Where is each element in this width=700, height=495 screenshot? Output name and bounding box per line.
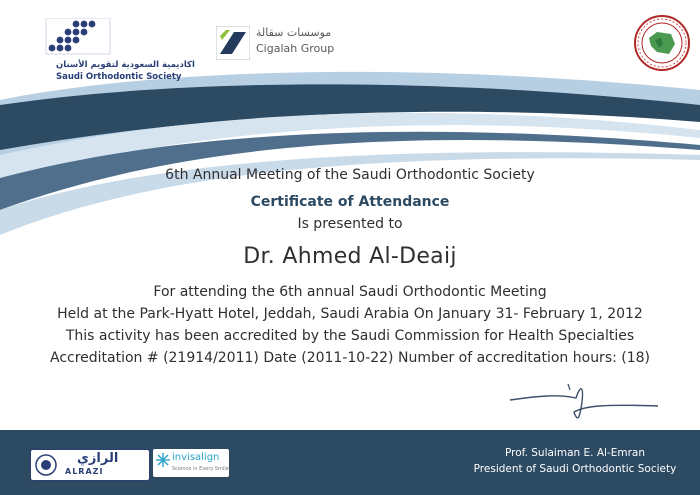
sos-arabic-name: اكاديمية السعودية لتقويم الأسنان bbox=[56, 60, 195, 70]
sos-logo bbox=[40, 18, 210, 88]
body-line-4: Accreditation # (21914/2011) Date (2011-10-22) Number of accreditation hours: (18) bbox=[49, 350, 651, 366]
cigalah-mark-icon bbox=[216, 26, 250, 60]
signatory-title: President of Saudi Orthodontic Society bbox=[473, 463, 677, 475]
scfhs-seal-icon bbox=[633, 14, 691, 72]
meeting-title: 6th Annual Meeting of the Saudi Orthodontic Society bbox=[165, 167, 535, 183]
presented-to: Is presented to bbox=[297, 216, 403, 232]
cigalah-english-name: Cigalah Group bbox=[256, 42, 335, 55]
invisalign-tagline: Science in Every Smile bbox=[172, 466, 229, 472]
body-line-1: For attending the 6th annual Saudi Orthodontic Meeting bbox=[153, 284, 547, 300]
invisalign-name: invisalign bbox=[172, 452, 220, 463]
alrazi-arabic: الرازي bbox=[77, 451, 119, 466]
sponsor-invisalign bbox=[153, 449, 229, 477]
alrazi-english: ALRAZI bbox=[65, 467, 104, 476]
alrazi-emblem-icon bbox=[35, 454, 57, 476]
body-line-2: Held at the Park-Hyatt Hotel, Jeddah, Saudi Arabia On January 31- February 1, 2012 bbox=[57, 306, 643, 322]
sos-dots-icon bbox=[44, 18, 114, 56]
cigalah-logo bbox=[216, 24, 356, 64]
invisalign-star-icon bbox=[156, 453, 170, 467]
sponsor-alrazi bbox=[30, 449, 150, 481]
signature bbox=[508, 382, 668, 430]
body-line-3: This activity has been accredited by the Saudi Commission for Health Specialties bbox=[65, 328, 635, 344]
cigalah-arabic-name: موسسات سقالة bbox=[256, 26, 332, 39]
sos-english-name: Saudi Orthodontic Society bbox=[56, 72, 182, 82]
certificate-title: Certificate of Attendance bbox=[250, 194, 450, 210]
signatory-name: Prof. Sulaiman E. Al-Emran bbox=[505, 447, 645, 459]
recipient-name: Dr. Ahmed Al-Deaij bbox=[243, 244, 457, 269]
